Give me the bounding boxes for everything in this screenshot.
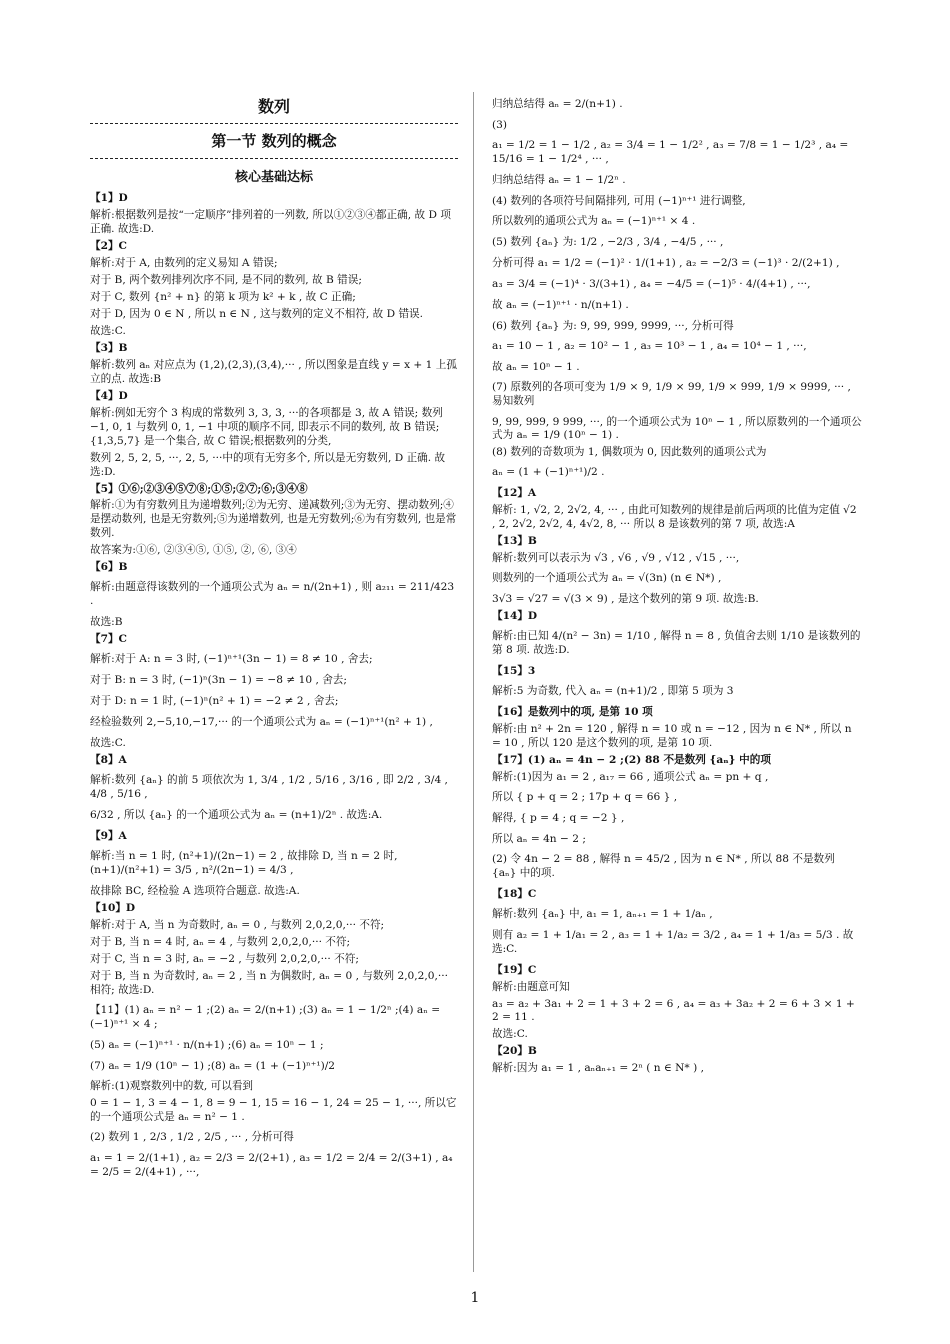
text-line: 对于 D, 因为 0 ∈ N , 所以 n ∈ N , 这与数列的定义不相符, 故 D 错误.: [90, 307, 424, 320]
text-line: 故选:C.: [90, 324, 126, 337]
text-line: 解析:对于 A: n = 3 时, (−1)ⁿ⁺¹(3n − 1) = 8 ≠ 10 , 舍去;: [90, 653, 373, 666]
text-line: 则有 a₂ = 1 + 1/a₁ = 2 , a₃ = 1 + 1/a₂ = 3/2 , a₄ = 1 + 1/a₃ = 5/3 . 故选:C.: [492, 928, 854, 955]
text-line: 0 = 1 − 1, 3 = 4 − 1, 8 = 9 − 1, 15 = 16 − 1, 24 = 25 − 1, ···, 所以它的一个通项公式是 aₙ = n² − 1 .: [90, 1097, 457, 1124]
text-line: 故 aₙ = (−1)ⁿ⁺¹ · n/(n+1) .: [492, 298, 629, 311]
text-line: 所以 aₙ = 4n − 2 ;: [492, 832, 586, 845]
text-line: 所以数列的通项公式为 aₙ = (−1)ⁿ⁺¹ × 4 .: [492, 214, 696, 227]
answer-heading: 【5】①⑥;②③④⑤⑦⑧;①⑤;②⑦;⑥;③④⑧: [90, 482, 308, 495]
text-line: a₃ = a₂ + 3a₁ + 2 = 1 + 3 + 2 = 6 , a₄ = a₃ + 3a₂ + 2 = 6 + 3 × 1 + 2 = 11 .: [492, 997, 855, 1024]
answer-heading: 【1】D: [90, 192, 128, 205]
text-line: 解析:数列可以表示为 √3 , √6 , √9 , √12 , √15 , ···,: [492, 552, 740, 565]
text-line: (5) 数列 {aₙ} 为: 1/2 , −2/3 , 3/4 , −4/5 , ··· ,: [492, 235, 724, 248]
chapter-title: 数列: [257, 97, 290, 116]
text-line: 故答案为:①⑥, ②③④⑤, ①⑤, ②, ⑥, ③④: [90, 544, 297, 557]
text-line: 解析:(1)因为 a₁ = 2 , a₁₇ = 66 , 通项公式 aₙ = pn + q ,: [492, 770, 769, 783]
text-line: 解析:①为有穷数列且为递增数列;②为无穷、递减数列;③为无穷、摆动数列;④是摆动数列, 也是无穷数列;⑤为递增数列, 也是无穷数列;⑥为有穷数列, 也是常数列.: [90, 499, 457, 540]
answer-heading: 【12】A: [492, 487, 537, 500]
text-line: 9, 99, 999, 9 999, ···, 的一个通项公式为 10ⁿ − 1 , 所以原数列的一个通项公式为 aₙ = 1/9 (10ⁿ − 1) .: [492, 415, 862, 442]
text-line: 解析:对于 A, 当 n 为奇数时, aₙ = 0 , 与数列 2,0,2,0,··· 不符;: [90, 918, 385, 931]
text-line: (7) aₙ = 1/9 (10ⁿ − 1) ;(8) aₙ = (1 + (−1)ⁿ⁺¹)/2: [90, 1059, 336, 1072]
text-line: 对于 B, 当 n 为奇数时, aₙ = 2 , 当 n 为偶数时, aₙ = 0 , 与数列 2,0,2,0,··· 相符; 故选:D.: [90, 969, 448, 996]
text-line: 解析:例如无穷个 3 构成的常数列 3, 3, 3, ···的各项都是 3, 故 A 错误; 数列 −1, 0, 1 与数列 0, 1, −1 中项的顺序不同, 即表示不同的数列, 故 B 错误; {1,3,5,7} 是一个集合, 故 C 错误;根据数列的分类,: [90, 406, 443, 447]
text-line: 解析:数列 {aₙ} 中, a₁ = 1, aₙ₊₁ = 1 + 1/aₙ ,: [492, 907, 713, 920]
text-line: 故选:C.: [492, 1028, 528, 1041]
text-line: (4) 数列的各项符号间隔排列, 可用 (−1)ⁿ⁺¹ 进行调整,: [492, 194, 746, 207]
dashed-divider: [90, 158, 458, 159]
text-line: 解得, { p = 4 ; q = −2 } ,: [492, 811, 625, 824]
text-line: 故排除 BC, 经检验 A 选项符合题意. 故选:A.: [90, 884, 300, 897]
answer-heading: 【15】3: [492, 665, 536, 678]
text-line: 经检验数列 2,−5,10,−17,··· 的一个通项公式为 aₙ = (−1)ⁿ⁺¹(n² + 1) ,: [90, 716, 433, 729]
text-line: (2) 令 4n − 2 = 88 , 解得 n = 45/2 , 因为 n ∈ N* , 所以 88 不是数列 {aₙ} 中的项.: [492, 852, 835, 879]
text-line: 对于 B: n = 3 时, (−1)ⁿ(3n − 1) = −8 ≠ 10 , 舍去;: [90, 674, 347, 687]
text-line: 归纳总结得 aₙ = 2/(n+1) .: [492, 98, 623, 110]
answer-heading: 【6】B: [90, 561, 128, 574]
text-line: 解析:由题意可知: [492, 980, 570, 993]
text-line: 解析:5 为奇数, 代入 aₙ = (n+1)/2 , 即第 5 项为 3: [492, 685, 734, 698]
answer-heading: 【13】B: [492, 535, 537, 548]
text-line: (3): [492, 118, 508, 131]
section-title: 第一节 数列的概念: [211, 132, 337, 151]
text-line: 解析:由题意得该数列的一个通项公式为 aₙ = n/(2n+1) , 则 a₂₁₁ = 211/423 .: [90, 581, 455, 608]
right-column: [492, 92, 862, 1079]
text-line: 数列 2, 5, 2, 5, ···, 2, 5, ···中的项有无穷多个, 所以是无穷数列, D 正确. 故选:D.: [90, 451, 446, 478]
answer-heading: 【2】C: [90, 239, 127, 252]
text-line: 对于 D: n = 1 时, (−1)ⁿ(n² + 1) = −2 ≠ 2 , 舍去;: [90, 695, 339, 708]
text-line: 归纳总结得 aₙ = 1 − 1/2ⁿ .: [492, 173, 626, 186]
answer-heading: 【3】B: [90, 341, 128, 354]
text-line: 故选:C.: [90, 737, 126, 750]
text-line: a₁ = 1 = 2/(1+1) , a₂ = 2/3 = 2/(2+1) , a₃ = 1/2 = 2/4 = 2/(3+1) , a₄ = 2/5 = 2/(4+1) , ···,: [90, 1152, 453, 1179]
text-line: 3√3 = √27 = √(3 × 9) , 是这个数列的第 9 项. 故选:B.: [492, 593, 759, 606]
text-line: 则数列的一个通项公式为 aₙ = √(3n) (n ∈ N*) ,: [492, 572, 722, 585]
text-line: 对于 B, 当 n = 4 时, aₙ = 4 , 与数列 2,0,2,0,··· 不符;: [90, 935, 351, 948]
text-line: 解析:对于 A, 由数列的定义易知 A 错误;: [90, 256, 278, 269]
text-line: a₃ = 3/4 = (−1)⁴ · 3/(3+1) , a₄ = −4/5 = (−1)⁵ · 4/(4+1) , ···,: [492, 277, 811, 290]
answer-heading: 【10】D: [90, 901, 136, 914]
answer-heading: 【16】是数列中的项, 是第 10 项: [492, 706, 653, 718]
text-line: 解析:由已知 4/(n² − 3n) = 1/10 , 解得 n = 8 , 负值舍去则 1/10 是该数列的第 8 项. 故选:D.: [492, 630, 861, 657]
text-line: (5) aₙ = (−1)ⁿ⁺¹ · n/(n+1) ;(6) aₙ = 10ⁿ − 1 ;: [90, 1038, 324, 1051]
answer-heading: 【14】D: [492, 610, 538, 623]
text-line: 故选:B: [90, 616, 123, 629]
text-line: 解析:因为 a₁ = 1 , aₙaₙ₊₁ = 2ⁿ ( n ∈ N* ) ,: [492, 1062, 704, 1075]
text-line: 解析:根据数列是按“一定顺序”排列着的一列数, 所以①②③④都正确, 故 D 项正确. 故选:D.: [90, 209, 451, 235]
text-line: 对于 B, 两个数列排列次序不同, 是不同的数列, 故 B 错误;: [90, 273, 362, 286]
text-line: 对于 C, 当 n = 3 时, aₙ = −2 , 与数列 2,0,2,0,··· 不符;: [90, 952, 359, 965]
text-line: (8) 数列的奇数项为 1, 偶数项为 0, 因此数列的通项公式为: [492, 446, 767, 459]
left-column-body: [90, 192, 458, 1180]
text-line: 分析可得 a₁ = 1/2 = (−1)² · 1/(1+1) , a₂ = −2/3 = (−1)³ · 2/(2+1) ,: [492, 256, 840, 269]
page-number: 1: [470, 1290, 480, 1306]
answer-heading: 【8】A: [90, 754, 127, 767]
answer-heading: 【19】C: [492, 963, 537, 976]
text-line: aₙ = (1 + (−1)ⁿ⁺¹)/2 .: [492, 466, 605, 479]
text-line: 解析:由 n² + 2n = 120 , 解得 n = 10 或 n = −12 , 因为 n ∈ N* , 所以 n = 10 , 所以 120 是这个数列的项, 是第 10 项.: [492, 722, 852, 749]
answer-heading: 【17】(1) aₙ = 4n − 2 ;(2) 88 不是数列 {aₙ} 中的项: [492, 753, 771, 766]
text-line: a₁ = 1/2 = 1 − 1/2 , a₂ = 3/4 = 1 − 1/2² , a₃ = 7/8 = 1 − 1/2³ , a₄ = 15/16 = 1 − 1/2⁴ , ··· ,: [492, 138, 849, 165]
text-line: 解析:当 n = 1 时, (n²+1)/(2n−1) = 2 , 故排除 D, 当 n = 2 时, (n+1)/(n²+1) = 3/5 , n²/(2n−1) = 4/3 ,: [90, 849, 398, 876]
text-line: 所以 { p + q = 2 ; 17p + q = 66 } ,: [492, 790, 678, 803]
right-column-body: [492, 98, 862, 1076]
answer-heading: 【9】A: [90, 829, 127, 842]
answer-heading: 【20】B: [492, 1045, 537, 1058]
text-line: 6/32 , 所以 {aₙ} 的一个通项公式为 aₙ = (n+1)/2ⁿ . 故选:A.: [90, 808, 383, 821]
answer-heading: 【18】C: [492, 887, 537, 900]
text-line: 解析:数列 aₙ 对应点为 (1,2),(2,3),(3,4),··· , 所以图象是直线 y = x + 1 上孤立的点. 故选:B: [90, 358, 457, 385]
text-line: (2) 数列 1 , 2/3 , 1/2 , 2/5 , ··· , 分析可得: [90, 1131, 294, 1144]
column-divider: [473, 92, 474, 1272]
answer-heading: 【7】C: [90, 633, 127, 646]
text-line: 【11】(1) aₙ = n² − 1 ;(2) aₙ = 2/(n+1) ;(3) aₙ = 1 − 1/2ⁿ ;(4) aₙ = (−1)ⁿ⁺¹ × 4 ;: [90, 1003, 441, 1030]
text-line: a₁ = 10 − 1 , a₂ = 10² − 1 , a₃ = 10³ − 1 , a₄ = 10⁴ − 1 , ···,: [492, 339, 807, 352]
text-line: 解析: 1, √2, 2, 2√2, 4, ··· , 由此可知数列的规律是前后两项的比值为定值 √2 , 2, 2√2, 2√2, 4, 4√2, 8, ··· 所以 8 是该数列的第 7 项, 故选:A: [492, 504, 857, 531]
text-line: 对于 C, 数列 {n² + n} 的第 k 项为 k² + k , 故 C 正确;: [90, 290, 356, 303]
left-column: [90, 92, 458, 1187]
text-line: 解析:数列 {aₙ} 的前 5 项依次为 1, 3/4 , 1/2 , 5/16 , 3/16 , 即 2/2 , 3/4 , 4/8 , 5/16 ,: [90, 774, 448, 800]
text-line: 故 aₙ = 10ⁿ − 1 .: [492, 360, 580, 373]
subsection-title: 核心基础达标: [234, 169, 313, 185]
text-line: (7) 原数列的各项可变为 1/9 × 9, 1/9 × 99, 1/9 × 999, 1/9 × 9999, ··· , 易知数列: [492, 380, 851, 407]
answer-heading: 【4】D: [90, 389, 128, 402]
dashed-divider: [90, 123, 458, 124]
text-line: 解析:(1)观察数列中的数, 可以看到: [90, 1080, 254, 1093]
text-line: (6) 数列 {aₙ} 为: 9, 99, 999, 9999, ···, 分析可得: [492, 319, 734, 332]
